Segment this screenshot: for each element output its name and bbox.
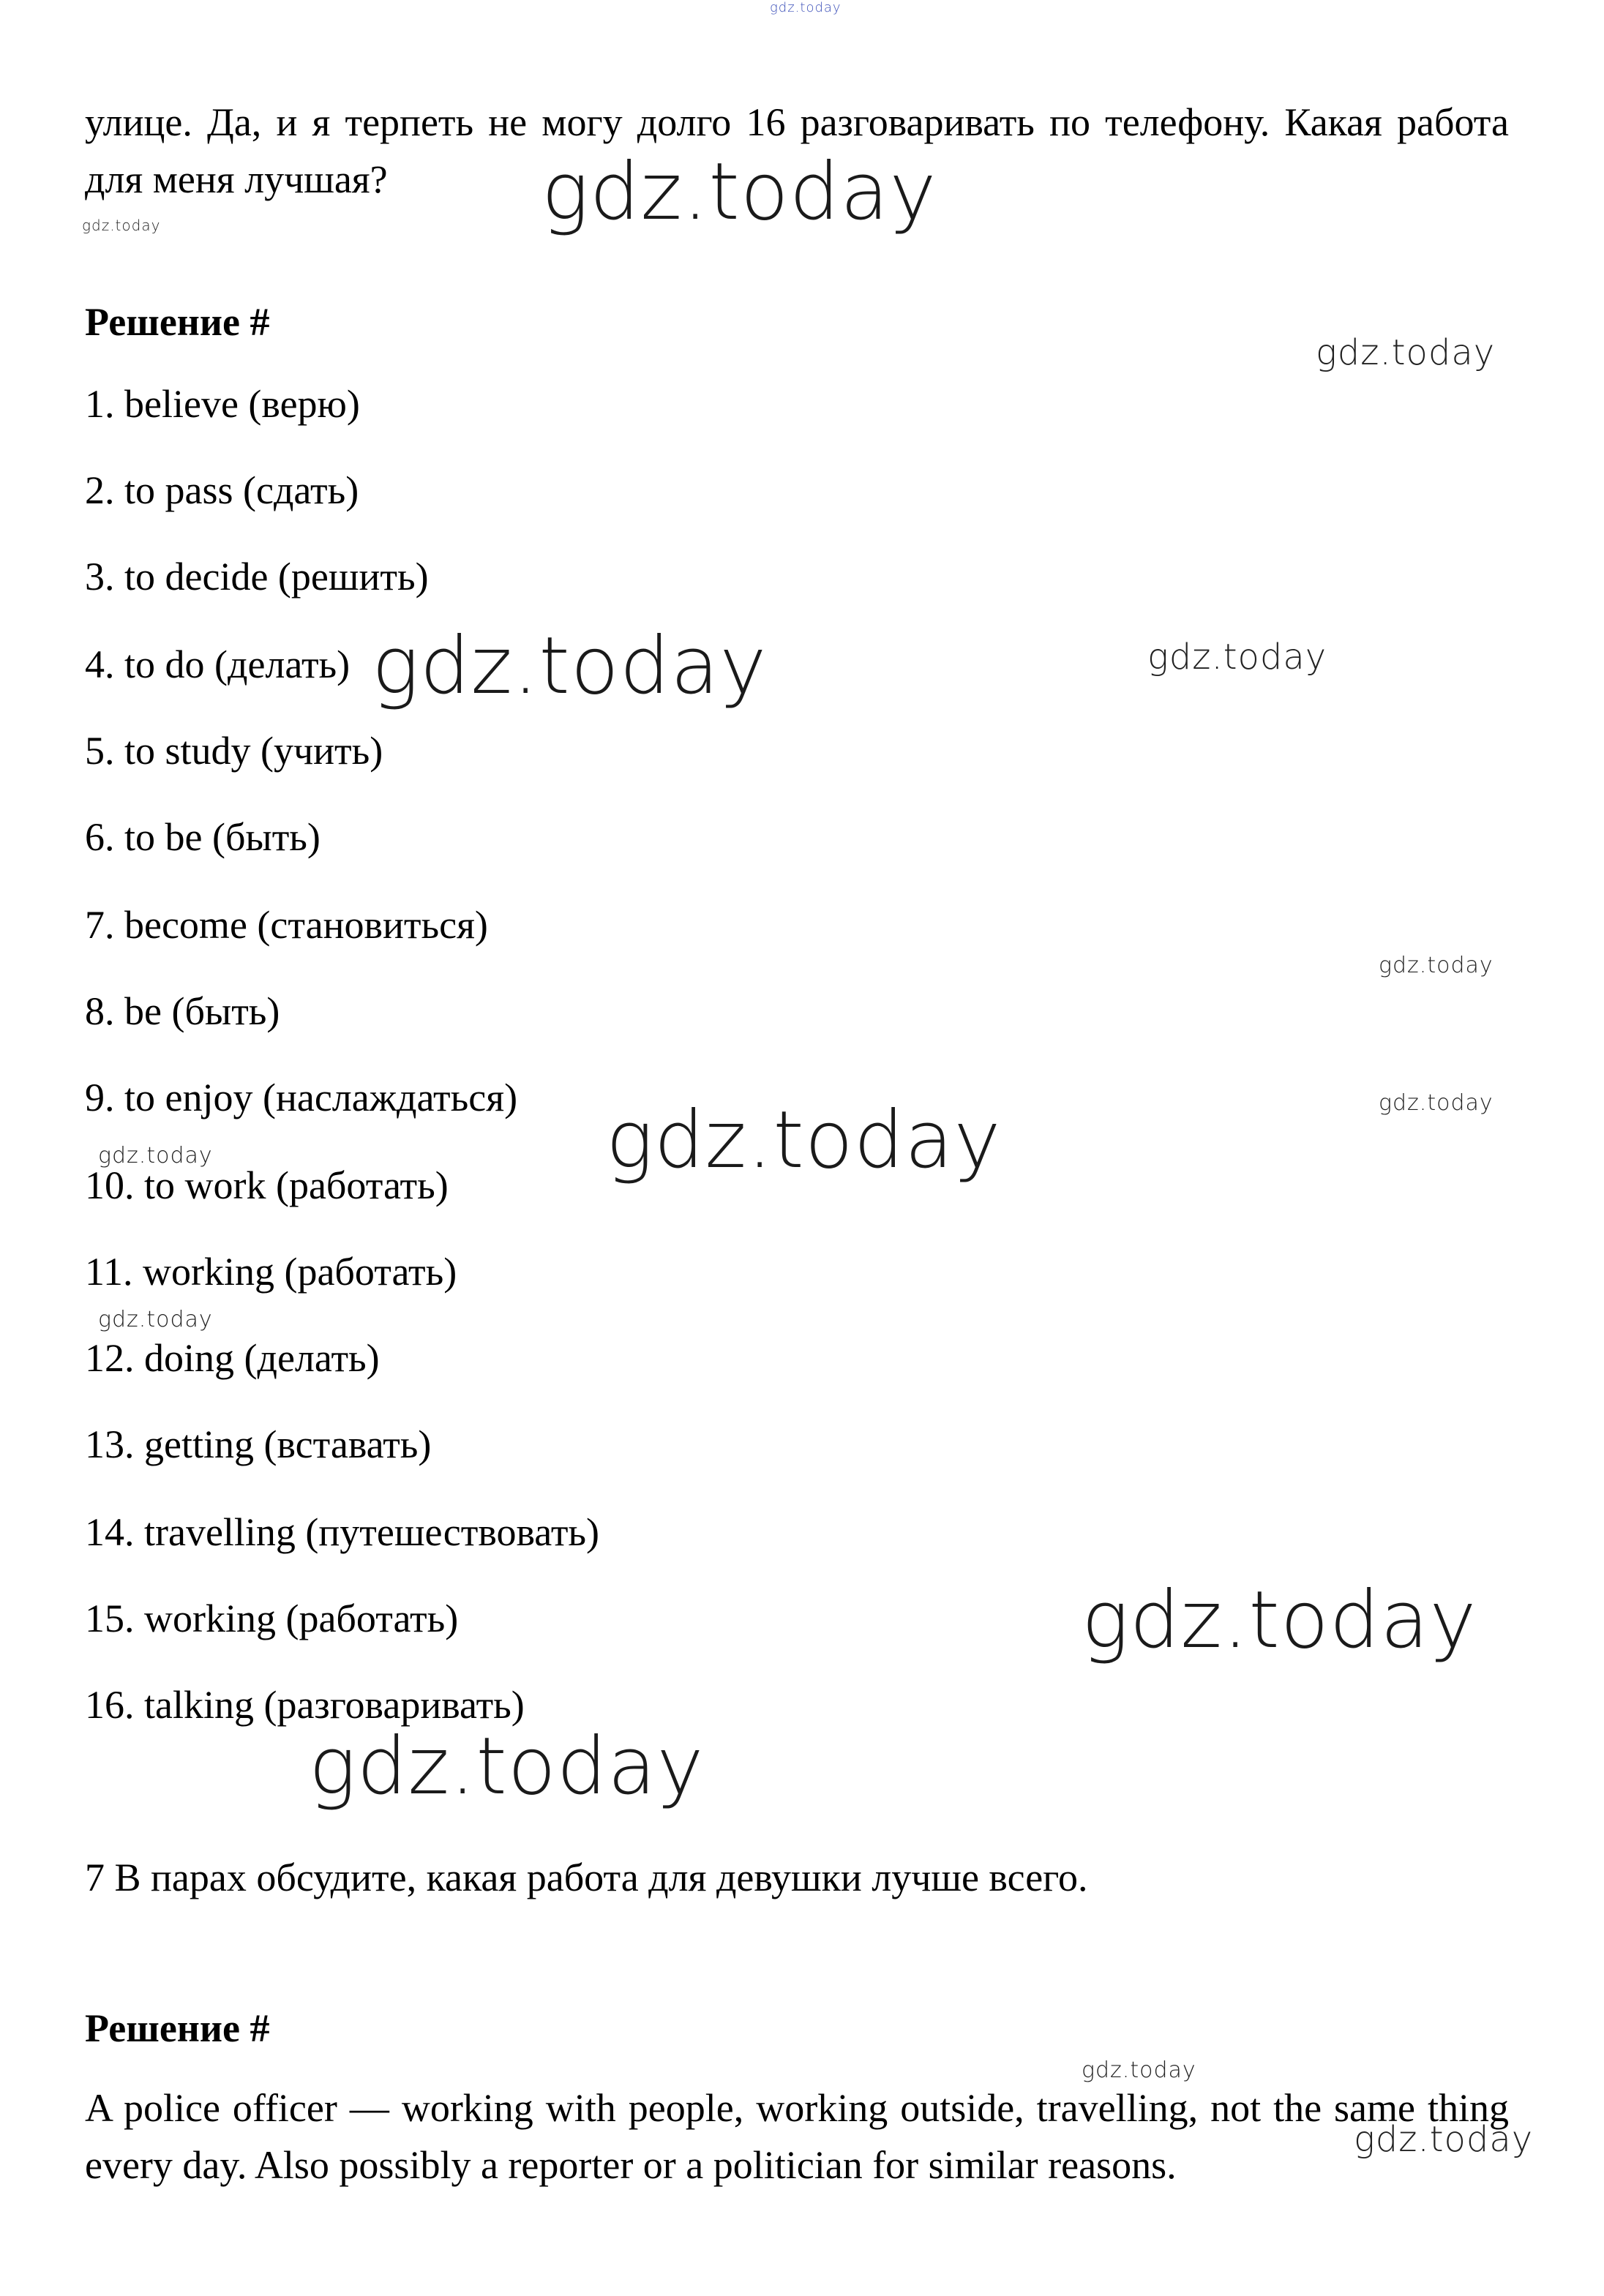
answer-item: 2. to pass (сдать) (85, 468, 359, 512)
watermark-small: gdz.today (1379, 1090, 1494, 1116)
answer-item: 12. doing (делать) (85, 1336, 380, 1380)
answer-item: 8. be (быть) (85, 989, 280, 1033)
watermark-medium: gdz.today (1316, 332, 1496, 373)
answer-item: 10. to work (работать) (85, 1163, 449, 1207)
watermark-top: gdz.today (770, 0, 842, 15)
watermark-large: gdz.today (541, 146, 937, 238)
answer-item: 1. believe (верю) (85, 382, 360, 426)
watermark-medium: gdz.today (1147, 637, 1327, 678)
answer-item: 5. to study (учить) (85, 729, 383, 773)
answer-item: 16. talking (разговаривать) (85, 1683, 525, 1727)
watermark-small: gdz.today (98, 1307, 213, 1332)
watermark-small: gdz.today (1379, 953, 1494, 978)
answer-item: 13. getting (вставать) (85, 1422, 432, 1466)
answer-paragraph: A police officer — working with people, working outside, travelling, not the same thing every day. Also possibly a reporter or a politician for similar reasons. (85, 2086, 1509, 2187)
intro-paragraph: улице. Да, и я терпеть не могу долго 16 разговаривать по телефону. Какая работа для меня лучшая? (85, 100, 1509, 201)
watermark-large: gdz.today (606, 1095, 1002, 1186)
watermark-large: gdz.today (372, 620, 768, 712)
answer-item: 9. to enjoy (наслаждаться) (85, 1076, 518, 1119)
watermark-small: gdz.today (1082, 2057, 1196, 2083)
solution-heading-2: Решение # (85, 2006, 270, 2050)
answer-item: 14. travelling (путешествовать) (85, 1510, 600, 1554)
watermark-small: gdz.today (82, 217, 161, 234)
watermark-medium: gdz.today (1354, 2119, 1534, 2160)
answer-item: 7. become (становиться) (85, 903, 488, 947)
watermark-large: gdz.today (1082, 1575, 1477, 1666)
task-7-text: 7 В парах обсудите, какая работа для девушки лучше всего. (85, 1856, 1088, 1899)
answer-item: 11. working (работать) (85, 1250, 457, 1294)
answer-item: 4. to do (делать) (85, 642, 351, 686)
answer-item: 15. working (работать) (85, 1597, 459, 1640)
solution-heading-1: Решение # (85, 300, 270, 344)
watermark-small: gdz.today (98, 1143, 213, 1168)
watermark-large: gdz.today (309, 1721, 705, 1812)
answer-item: 3. to decide (решить) (85, 555, 429, 599)
answer-item: 6. to be (быть) (85, 815, 321, 859)
